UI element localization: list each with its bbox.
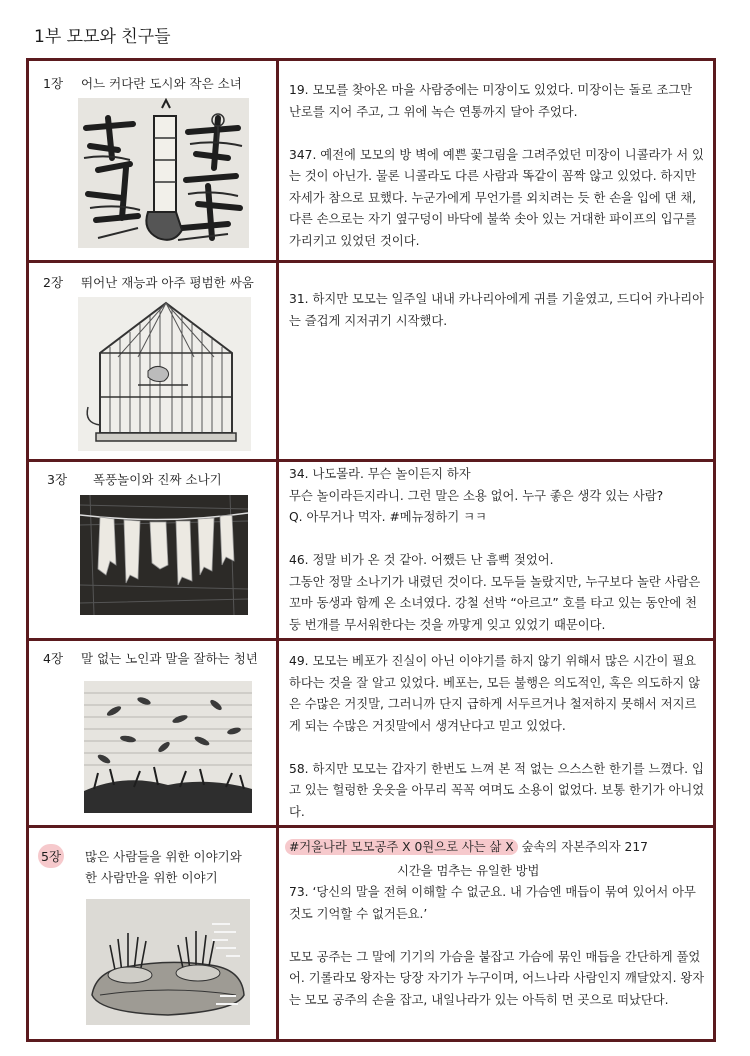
quote-paragraph: 347. 예전에 모모의 방 벽에 예쁜 꽃그림을 그려주었던 미장이 니콜라가 서 있는 것이 아닌가. 물론 니콜라도 다른 사람과 똑같이 꼼짝 않고 있었다. 하지만 자세가 참으로 묘했다. 누군가에게 무언가를 외치려는 듯 한 손을 입에 댄 채, 다른 손으로는 자기 옆구덩이 바닥에 불쑥 솟아 있는 거대한 파이프의 입구를 가리키고 있었던 것이다. <box>289 147 704 248</box>
chapter-number: 5장 <box>41 849 62 864</box>
quote-paragraph: 그동안 정말 소나기가 내렸던 것이다. 모두들 놀랐지만, 누구보다 놀란 사람은 꼬마 동생과 함께 온 소녀였다. 강철 선박 “아르고” 호를 타고 있는 동안에 천둥 번개를 무서워한다는 것을 까맣게 잊고 있었기 때문이다. <box>289 574 701 632</box>
row-4-text-cell <box>279 641 713 825</box>
quote-text <box>289 882 705 1011</box>
row-5-text-cell <box>279 828 713 1039</box>
birdcage-illustration <box>78 297 251 451</box>
row-2-text-cell <box>279 263 713 459</box>
quote-paragraph: 73. ‘당신의 말을 전혀 이해할 수 없군요. 내 가슴엔 매듭이 묶여 있어서 아무것도 기억할 수 없거든요.’ <box>289 885 696 921</box>
hashtag-line <box>285 837 648 855</box>
chapter-number: 3장 <box>47 472 68 487</box>
quote-line: 34. 나도몰라. 무슨 놀이든지 하자 <box>289 467 471 481</box>
row-4-chapter-cell <box>29 641 276 825</box>
row-3-text-cell <box>279 462 713 638</box>
quote-paragraph: 58. 하지만 모모는 갑자기 한번도 느껴 본 적 없는 으스스한 한기를 느꼈다. 입고 있는 헐렁한 웃옷을 아무리 꼭꼭 여며도 소용이 없었다. 보통 한기가 아니었다. <box>289 761 705 819</box>
hashtag-tail: 숲속의 자본주의자 217 <box>521 840 648 854</box>
chapter-title: 어느 커다란 도시와 작은 소녀 <box>81 76 242 91</box>
wall-with-pipe-illustration <box>78 98 249 248</box>
row-2-chapter-cell <box>29 263 276 459</box>
chapter-number: 1장 <box>43 76 64 91</box>
chapter-heading <box>43 273 254 291</box>
quote-paragraph: 모모 공주는 그 말에 기기의 가슴을 붙잡고 가슴에 묶인 매듭을 간단하게 풀었어. 기롤라모 왕자는 당장 자기가 누구이며, 어느나라 사람인지 깨달았지. 왕자는 모모 공주의 손을 잡고, 내일나라가 있는 아득히 먼 곳으로 떠났단다. <box>289 949 705 1007</box>
quote-text <box>289 651 705 823</box>
row-1-text-cell <box>279 61 713 260</box>
subline: 시간을 멈추는 유일한 방법 <box>397 864 540 878</box>
chapter-title-line: 한 사람만을 위한 이야기 <box>85 870 218 885</box>
row-5-chapter-cell <box>29 828 276 1039</box>
quote-paragraph: 46. 정말 비가 온 것 같아. 어쨌든 난 흠뻑 젖었어. <box>289 553 554 567</box>
chapter-number: 2장 <box>43 275 64 290</box>
chapter-title: 말 없는 노인과 말을 잘하는 청년 <box>81 651 258 666</box>
quote-paragraph: 19. 모모를 찾아온 마을 사람중에는 미장이도 있었다. 미장이는 돌로 조그만 난로를 지어 주고, 그 위에 녹슨 연통까지 달아 주었다. <box>289 83 693 119</box>
quote-text <box>289 464 705 636</box>
page-title: 1부 모모와 친구들 <box>34 27 171 47</box>
chapter-number: 4장 <box>43 651 64 666</box>
chapter-heading <box>43 649 258 667</box>
chapter-title-line: 많은 사람들을 위한 이야기와 <box>85 849 242 864</box>
quote-paragraph: 31. 하지만 모모는 일주일 내내 카나리아에게 귀를 기울였고, 드디어 카나리아는 즐겁게 지저귀기 시작했다. <box>289 292 705 328</box>
laundry-line-illustration <box>80 495 248 615</box>
quote-text <box>289 80 705 252</box>
chapter-heading <box>47 470 222 488</box>
row-1-chapter-cell <box>29 61 276 260</box>
chapter-title: 폭풍놀이와 진짜 소나기 <box>93 472 222 487</box>
chapter-heading <box>43 74 242 92</box>
quote-paragraph: 49. 모모는 베포가 진실이 아닌 이야기를 하지 않기 위해서 많은 시간이 필요하다는 것을 잘 알고 있었다. 베포는, 모든 불행은 의도적인, 혹은 의도하지 않은 수많은 거짓말, 그러니까 단지 급하게 서두르거나 철저하지 못해서 저지르게 되는 수많은 거짓말에서 생겨난다고 믿고 있었다. <box>289 654 701 733</box>
quote-line: Q. 아무거나 먹자. #메뉴정하기 ㅋㅋ <box>289 510 487 524</box>
row-3-chapter-cell <box>29 462 276 638</box>
mirror-island-illustration <box>86 899 250 1025</box>
chapter-table <box>26 58 716 1042</box>
hashtag-highlight: #거울나라 모모공주 X 0원으로 사는 삶 X <box>285 839 518 855</box>
falling-leaves-illustration <box>84 681 252 813</box>
quote-text <box>289 289 705 332</box>
chapter-title: 뛰어난 재능과 아주 평범한 싸움 <box>81 275 254 290</box>
quote-line: 무슨 놀이라든지라니. 그런 말은 소용 없어. 누구 좋은 생각 있는 사람? <box>289 488 664 503</box>
